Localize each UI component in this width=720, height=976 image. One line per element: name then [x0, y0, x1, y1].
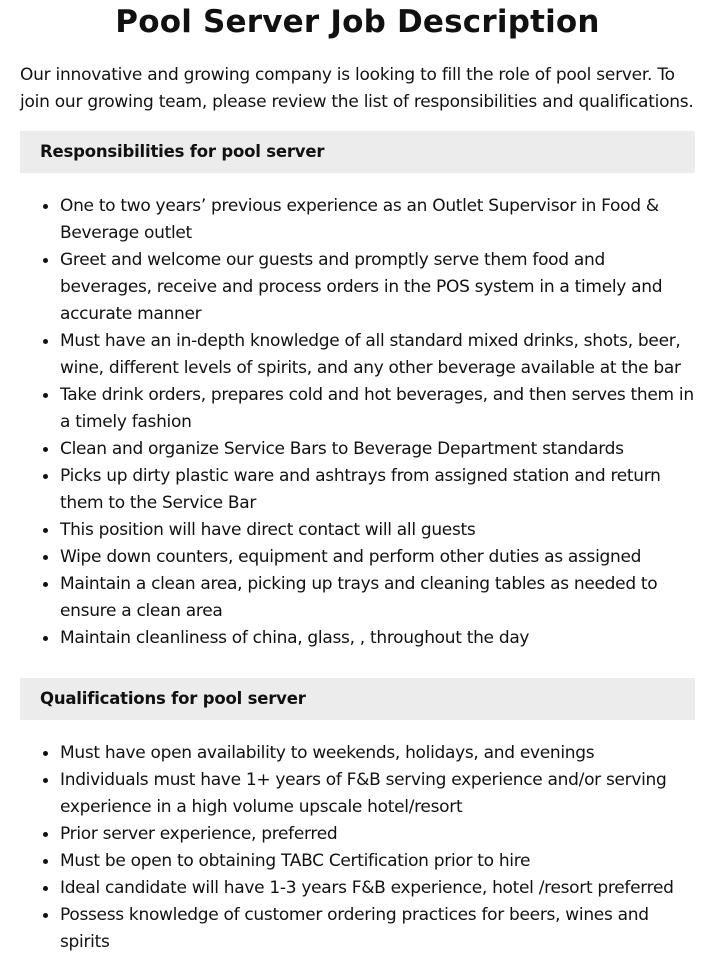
qualifications-heading: Qualifications for pool server: [20, 678, 695, 720]
list-item: Possess knowledge of customer ordering practices for beers, wines and spirits: [60, 902, 695, 956]
list-item: Maintain cleanliness of china, glass, , throughout the day: [60, 625, 695, 652]
list-item: Maintain a clean area, picking up trays and cleaning tables as needed to ensure a clean area: [60, 571, 695, 625]
page-title: Pool Server Job Description: [115, 4, 600, 40]
list-item: Prior server experience, preferred: [60, 821, 695, 848]
list-item: Clean and organize Service Bars to Beverage Department standards: [60, 436, 695, 463]
responsibilities-heading: Responsibilities for pool server: [20, 131, 695, 173]
responsibilities-list: [20, 193, 695, 652]
list-item: Picks up dirty plastic ware and ashtrays from assigned station and return them to the Service Bar: [60, 463, 695, 517]
list-item: Individuals must have 1+ years of F&B serving experience and/or serving experience in a high volume upscale hotel/resort: [60, 767, 695, 821]
list-item: Wipe down counters, equipment and perform other duties as assigned: [60, 544, 695, 571]
list-item: One to two years’ previous experience as an Outlet Supervisor in Food & Beverage outlet: [60, 193, 695, 247]
list-item: Take drink orders, prepares cold and hot beverages, and then serves them in a timely fashion: [60, 382, 695, 436]
qualifications-list: [20, 740, 695, 956]
list-item: This position will have direct contact will all guests: [60, 517, 695, 544]
list-item: Must have open availability to weekends, holidays, and evenings: [60, 740, 695, 767]
list-item: Greet and welcome our guests and promptly serve them food and beverages, receive and process orders in the POS system in a timely and accurate manner: [60, 247, 695, 328]
list-item: Must have an in-depth knowledge of all standard mixed drinks, shots, beer, wine, different levels of spirits, and any other beverage available at the bar: [60, 328, 695, 382]
intro-paragraph: Our innovative and growing company is looking to fill the role of pool server. To join our growing team, please review the list of responsibilities and qualifications.: [20, 65, 694, 112]
list-item: Ideal candidate will have 1-3 years F&B experience, hotel /resort preferred: [60, 875, 695, 902]
list-item: Must be open to obtaining TABC Certification prior to hire: [60, 848, 695, 875]
